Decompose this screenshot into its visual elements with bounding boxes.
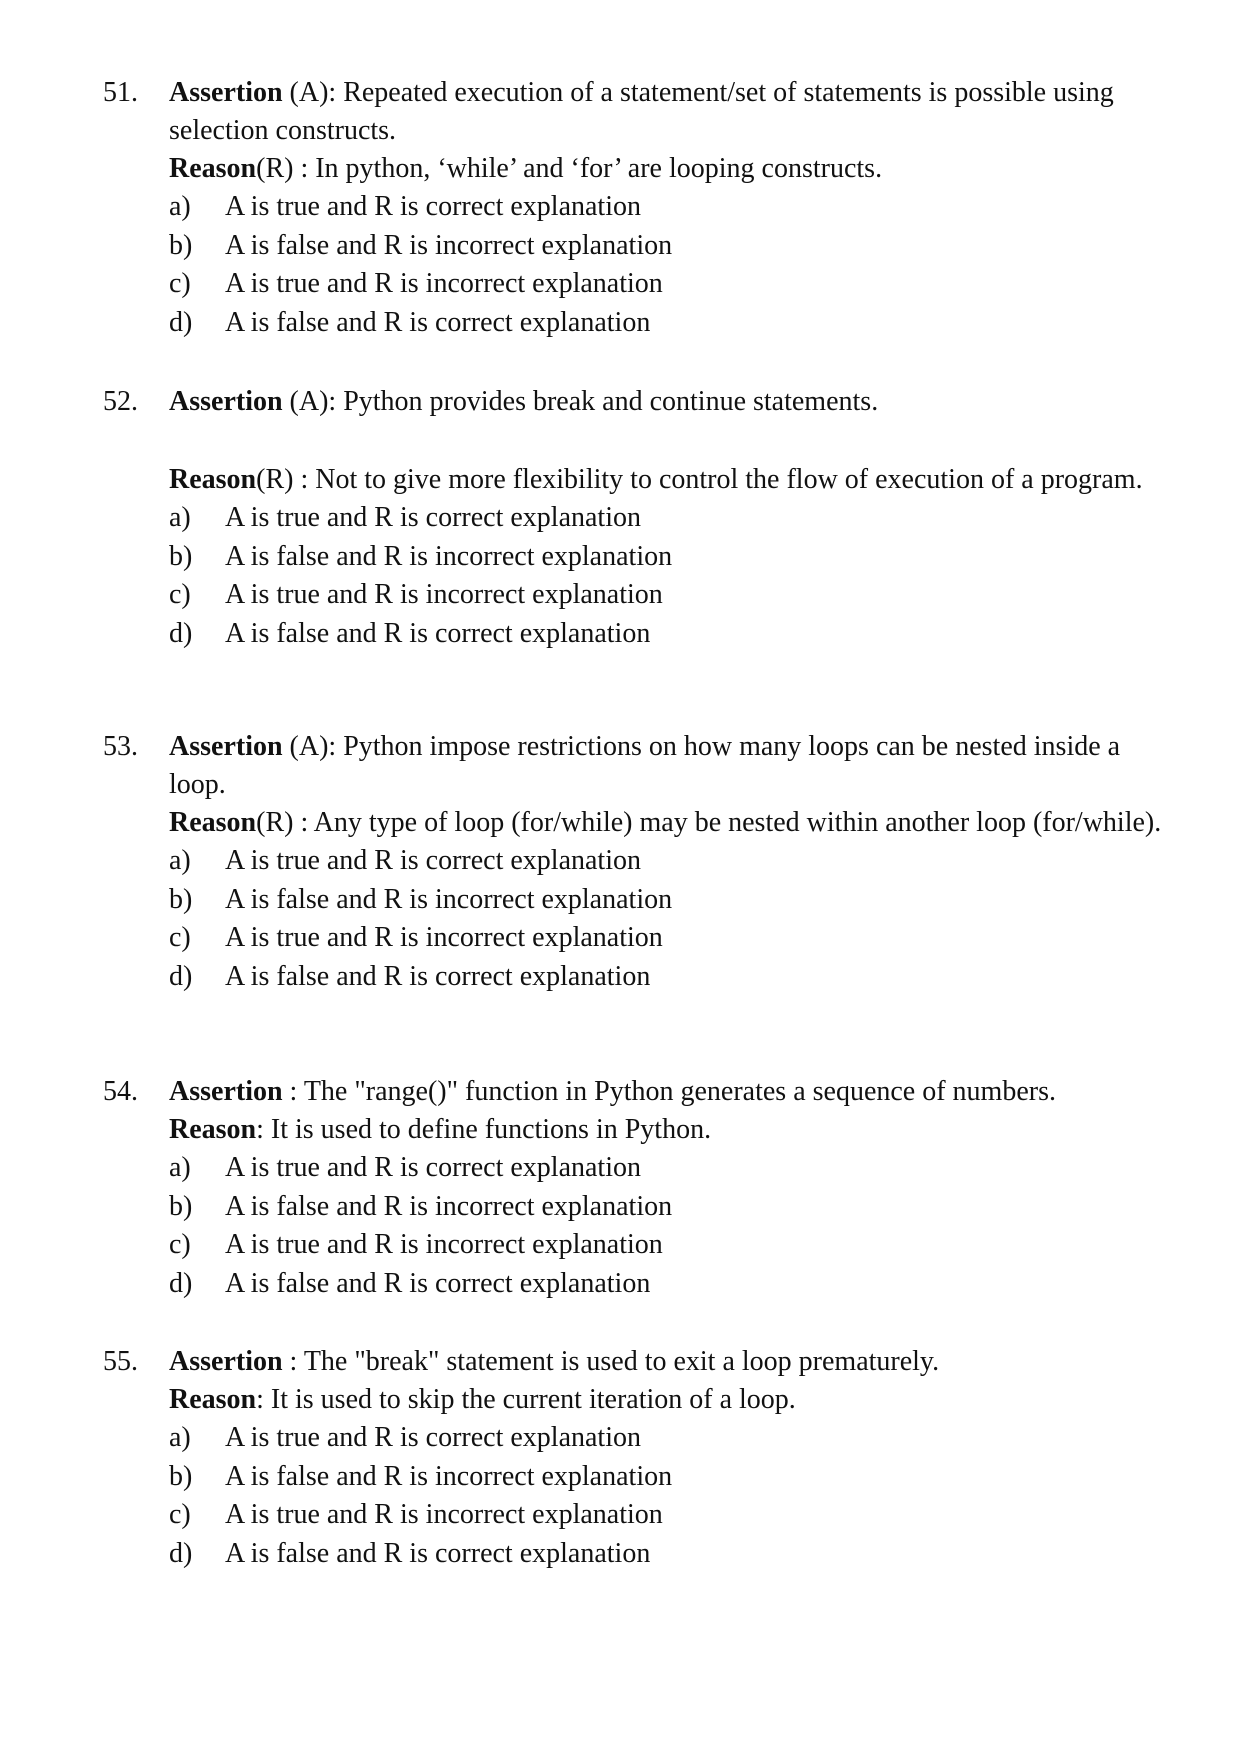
option-label: d) (169, 617, 193, 649)
option-label: b) (169, 540, 193, 572)
option-text: A is false and R is correct explanation (225, 617, 651, 649)
option-label: d) (169, 960, 193, 992)
option-text: A is false and R is incorrect explanation (225, 229, 673, 261)
option-label: a) (169, 191, 191, 222)
assertion-label: Assertion (169, 386, 283, 417)
reason-text: (R) : Any type of loop (for/while) may be nested within another loop (for/while). (256, 807, 1162, 838)
option-label: a) (169, 1152, 191, 1183)
reason (169, 150, 1179, 188)
option-c (169, 265, 1179, 304)
option-text: A is false and R is incorrect explanation (225, 1190, 673, 1222)
question-body (169, 1073, 1179, 1303)
option-d (169, 615, 1179, 654)
option-text: A is false and R is correct explanation (225, 960, 651, 992)
question-number: 55. (103, 1346, 138, 1377)
reason-label: Reason (169, 153, 257, 184)
assertion-label: Assertion (169, 1346, 283, 1377)
option-b (169, 227, 1179, 266)
option-text: A is true and R is correct explanation (225, 502, 641, 533)
question-body (169, 74, 1179, 342)
assertion-text: (A): Repeated execution of a statement/set of statements is possible using selection constructs. (169, 77, 1114, 146)
question-number: 53. (103, 731, 138, 762)
assertion-text: (A): Python impose restrictions on how many loops can be nested inside a loop. (169, 731, 1121, 800)
assertion-label: Assertion (169, 731, 283, 762)
option-c (169, 1496, 1179, 1535)
option-text: A is true and R is correct explanation (225, 845, 641, 876)
assertion (169, 74, 1179, 150)
question-number: 52. (103, 386, 138, 417)
assertion-label: Assertion (169, 77, 283, 108)
option-text: A is true and R is incorrect explanation (225, 1499, 663, 1530)
option-label: c) (169, 579, 191, 610)
option-a (169, 499, 1179, 538)
option-text: A is false and R is correct explanation (225, 1537, 651, 1569)
question-body (169, 1343, 1179, 1573)
option-label: b) (169, 883, 193, 915)
reason-text: (R) : In python, ‘while’ and ‘for’ are looping constructs. (256, 153, 883, 184)
option-label: d) (169, 306, 193, 338)
option-a (169, 842, 1179, 881)
option-label: d) (169, 1267, 193, 1299)
reason-label: Reason (169, 1114, 257, 1145)
option-b (169, 538, 1179, 577)
reason-label: Reason (169, 464, 257, 495)
option-b (169, 1458, 1179, 1497)
option-c (169, 576, 1179, 615)
assertion (169, 728, 1179, 804)
option-d (169, 1535, 1179, 1574)
assertion (169, 1073, 1179, 1111)
reason (169, 461, 1179, 499)
reason-text: (R) : Not to give more flexibility to control the flow of execution of a program. (256, 464, 1143, 495)
option-d (169, 1265, 1179, 1304)
assertion-text: : The "range()" function in Python generates a sequence of numbers. (282, 1076, 1056, 1107)
question-number: 51. (103, 77, 138, 108)
option-text: A is true and R is correct explanation (225, 1152, 641, 1183)
question-body (169, 728, 1179, 996)
option-text: A is false and R is incorrect explanation (225, 883, 673, 915)
reason (169, 804, 1179, 842)
option-label: c) (169, 1229, 191, 1260)
reason-label: Reason (169, 807, 257, 838)
option-text: A is false and R is incorrect explanation (225, 540, 673, 572)
option-c (169, 1226, 1179, 1265)
reason (169, 1111, 1179, 1149)
option-d (169, 304, 1179, 343)
option-text: A is true and R is incorrect explanation (225, 922, 663, 953)
assertion (169, 1343, 1179, 1381)
assertion (169, 383, 1179, 421)
option-label: a) (169, 1422, 191, 1453)
option-label: a) (169, 502, 191, 533)
option-label: d) (169, 1537, 193, 1569)
option-b (169, 881, 1179, 920)
assertion-text: : The "break" statement is used to exit a loop prematurely. (282, 1346, 940, 1377)
option-text: A is false and R is correct explanation (225, 1267, 651, 1299)
option-label: c) (169, 1499, 191, 1530)
option-label: c) (169, 922, 191, 953)
assertion-text: (A): Python provides break and continue statements. (282, 386, 879, 417)
option-a (169, 188, 1179, 227)
question-body (169, 383, 1179, 653)
option-text: A is true and R is incorrect explanation (225, 579, 663, 610)
assertion-label: Assertion (169, 1076, 283, 1107)
option-a (169, 1149, 1179, 1188)
spacer (169, 421, 1179, 461)
option-label: b) (169, 1460, 193, 1492)
question-number: 54. (103, 1076, 138, 1107)
option-a (169, 1419, 1179, 1458)
option-text: A is true and R is correct explanation (225, 1422, 641, 1453)
option-text: A is false and R is incorrect explanation (225, 1460, 673, 1492)
option-label: a) (169, 845, 191, 876)
option-label: b) (169, 1190, 193, 1222)
option-label: b) (169, 229, 193, 261)
reason-label: Reason (169, 1384, 257, 1415)
option-d (169, 958, 1179, 997)
option-text: A is true and R is incorrect explanation (225, 268, 663, 299)
option-c (169, 919, 1179, 958)
option-text: A is true and R is correct explanation (225, 191, 641, 222)
option-label: c) (169, 268, 191, 299)
option-b (169, 1188, 1179, 1227)
reason (169, 1381, 1179, 1419)
option-text: A is false and R is correct explanation (225, 306, 651, 338)
reason-text: : It is used to skip the current iteration of a loop. (256, 1384, 796, 1415)
reason-text: : It is used to define functions in Python. (256, 1114, 712, 1145)
option-text: A is true and R is incorrect explanation (225, 1229, 663, 1260)
